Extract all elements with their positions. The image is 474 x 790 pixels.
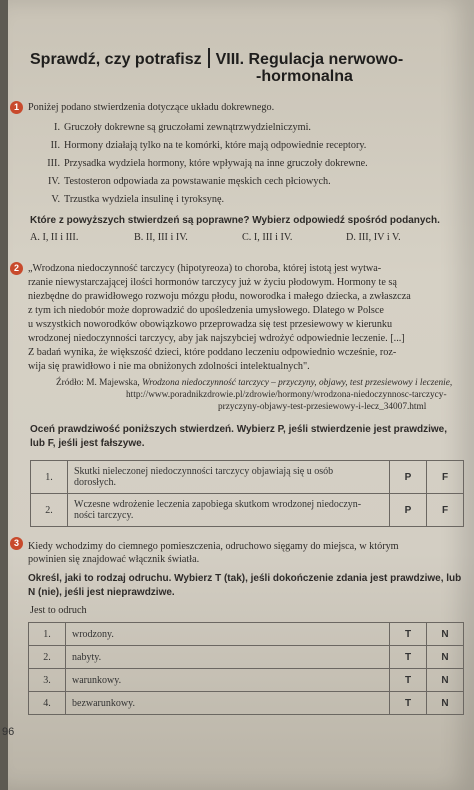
quote-line: u wszystkich noworodków obowiązkowo przeprowadza się test przesiewowy w kierunku: [28, 319, 393, 330]
option-t[interactable]: T: [390, 646, 427, 669]
task-3-instruction-cont: N (nie), jeśli jest nieprawdziwe.: [28, 587, 175, 598]
heading-section: VIII. Regulacja nerwowo-: [215, 51, 404, 68]
task-1-question: Które z powyższych stwierdzeń są poprawne? Wybierz odpowiedź spośród podanych.: [30, 215, 440, 226]
statement-number: III.: [47, 158, 60, 169]
quote-line: niezbędne do prawidłowego rozwoju mózgu płodu, noworodka i małego dziecka, a zwłaszcza: [28, 291, 411, 302]
heading-title: Sprawdź, czy potrafisz: [30, 51, 202, 68]
table-row: [31, 461, 464, 494]
row-number: 2.: [31, 494, 68, 527]
row-ending: bezwarunkowy.: [66, 692, 390, 715]
statement-number: V.: [51, 194, 60, 205]
source-title: Wrodzona niedoczynność tarczycy – przyczyny, objawy, test przesiewowy i leczenie,: [142, 378, 453, 388]
option-n[interactable]: N: [427, 646, 464, 669]
statement-1: [36, 122, 311, 133]
task-3-number-badge: 3: [10, 537, 23, 550]
option-p[interactable]: P: [390, 494, 427, 527]
page-number: 96: [2, 726, 15, 738]
task-2-instruction: Oceń prawdziwość poniższych stwierdzeń. Wybierz P, jeśli stwierdzenie jest prawdziwe,: [30, 424, 447, 435]
statement-number: II.: [50, 140, 60, 151]
table-row: [29, 669, 464, 692]
task-3-intro-cont: powinien się znajdować włącznik światła.: [28, 554, 200, 565]
option-n[interactable]: N: [427, 669, 464, 692]
answer-b[interactable]: B. II, III i IV.: [134, 232, 188, 243]
row-statement: [68, 461, 390, 494]
statement-text: Przysadka wydziela hormony, które wpływają na inne gruczoły dokrewne.: [64, 158, 368, 169]
row-number: 3.: [29, 669, 66, 692]
statement-line: ności tarczycy.: [74, 510, 134, 521]
option-p[interactable]: P: [390, 461, 427, 494]
option-f[interactable]: F: [427, 461, 464, 494]
answer-d[interactable]: D. III, IV i V.: [346, 232, 401, 243]
statement-line: dorosłych.: [74, 477, 116, 488]
quote-line: wija się prawidłowo i nie ma obniżonych zdolności intelektualnych".: [28, 361, 310, 372]
option-t[interactable]: T: [390, 623, 427, 646]
answer-a[interactable]: A. I, II i III.: [30, 232, 79, 243]
task-2-table: [30, 460, 464, 527]
statement-5: [36, 194, 224, 205]
statement-2: [36, 140, 366, 151]
option-t[interactable]: T: [390, 669, 427, 692]
statement-line: Wczesne wdrożenie leczenia zapobiega skutkom wrodzonej niedoczyn-: [74, 499, 362, 510]
statement-text: Hormony działają tylko na te komórki, które mają odpowiednie receptory.: [64, 140, 367, 151]
quote-line: wrodzonej niedoczynności tarczycy, aby jak najszybciej wdrożyć odpowiednie leczenie. [...]: [28, 333, 405, 344]
table-row: [31, 494, 464, 527]
row-statement: [68, 494, 390, 527]
row-number: 1.: [29, 623, 66, 646]
task-2-number-badge: 2: [10, 262, 23, 275]
row-number: 2.: [29, 646, 66, 669]
source-prefix: Źródło: M. Majewska,: [56, 378, 140, 388]
option-n[interactable]: N: [427, 623, 464, 646]
quote-line: Z badań wynika, że większość dzieci, które poddano leczeniu odpowiednio wcześnie, roz-: [28, 347, 397, 358]
option-f[interactable]: F: [427, 494, 464, 527]
statement-line: Skutki nieleczonej niedoczynności tarczycy objawiają się u osób: [74, 466, 334, 477]
table-row: [29, 692, 464, 715]
task-3-stem: Jest to odruch: [30, 605, 87, 616]
statement-number: IV.: [48, 176, 60, 187]
statement-3: [36, 158, 368, 169]
statement-text: Testosteron odpowiada za powstawanie męskich cech płciowych.: [64, 176, 331, 187]
task-3-instruction: Określ, jaki to rodzaj odruchu. Wybierz T (tak), jeśli dokończenie zdania jest prawdziwe, lub: [28, 573, 462, 584]
row-ending: wrodzony.: [66, 623, 390, 646]
statement-4: [36, 176, 331, 187]
table-row: [29, 623, 464, 646]
task-3-table: [28, 622, 464, 715]
quote-line: „Wrodzona niedoczynność tarczycy (hipotyreoza) to choroba, której istotą jest wytwa-: [28, 263, 382, 274]
answer-c[interactable]: C. I, III i IV.: [242, 232, 293, 243]
statement-text: Gruczoły dokrewne są gruczołami zewnątrzwydzielniczymi.: [64, 122, 311, 133]
source-url-line-1[interactable]: http://www.poradnikzdrowie.pl/zdrowie/hormony/wrodzona-niedoczynnosc-tarczycy-: [126, 390, 447, 400]
heading-separator: [208, 48, 210, 68]
source-url-line-2[interactable]: przyczyny-objawy-test-przesiewowy-i-lecz_34007.html: [218, 402, 427, 412]
textbook-page: [2, 0, 474, 790]
statement-text: Trzustka wydziela insulinę i tyroksynę.: [64, 194, 225, 205]
row-number: 4.: [29, 692, 66, 715]
quote-line: rzanie niewystarczającej ilości hormonów tarczycy już w życiu płodowym. Hormony te są: [28, 277, 397, 288]
statement-number: I.: [54, 122, 60, 133]
task-1-number-badge: 1: [10, 101, 23, 114]
table-row: [29, 646, 464, 669]
row-ending: nabyty.: [66, 646, 390, 669]
task-1-intro: Poniżej podano stwierdzenia dotyczące układu dokrewnego.: [28, 102, 275, 113]
option-t[interactable]: T: [390, 692, 427, 715]
task-3-intro: Kiedy wchodzimy do ciemnego pomieszczenia, odruchowo sięgamy do miejsca, w którym: [28, 541, 399, 552]
option-n[interactable]: N: [427, 692, 464, 715]
quote-line: z tym ich niedobór może doprowadzić do upośledzenia umysłowego. Dlatego w Polsce: [28, 305, 384, 316]
page-heading: [30, 48, 404, 85]
task-2-instruction-cont: lub F, jeśli jest fałszywe.: [30, 438, 145, 449]
heading-section-continued: -hormonalna: [256, 68, 353, 85]
row-number: 1.: [31, 461, 68, 494]
row-ending: warunkowy.: [66, 669, 390, 692]
